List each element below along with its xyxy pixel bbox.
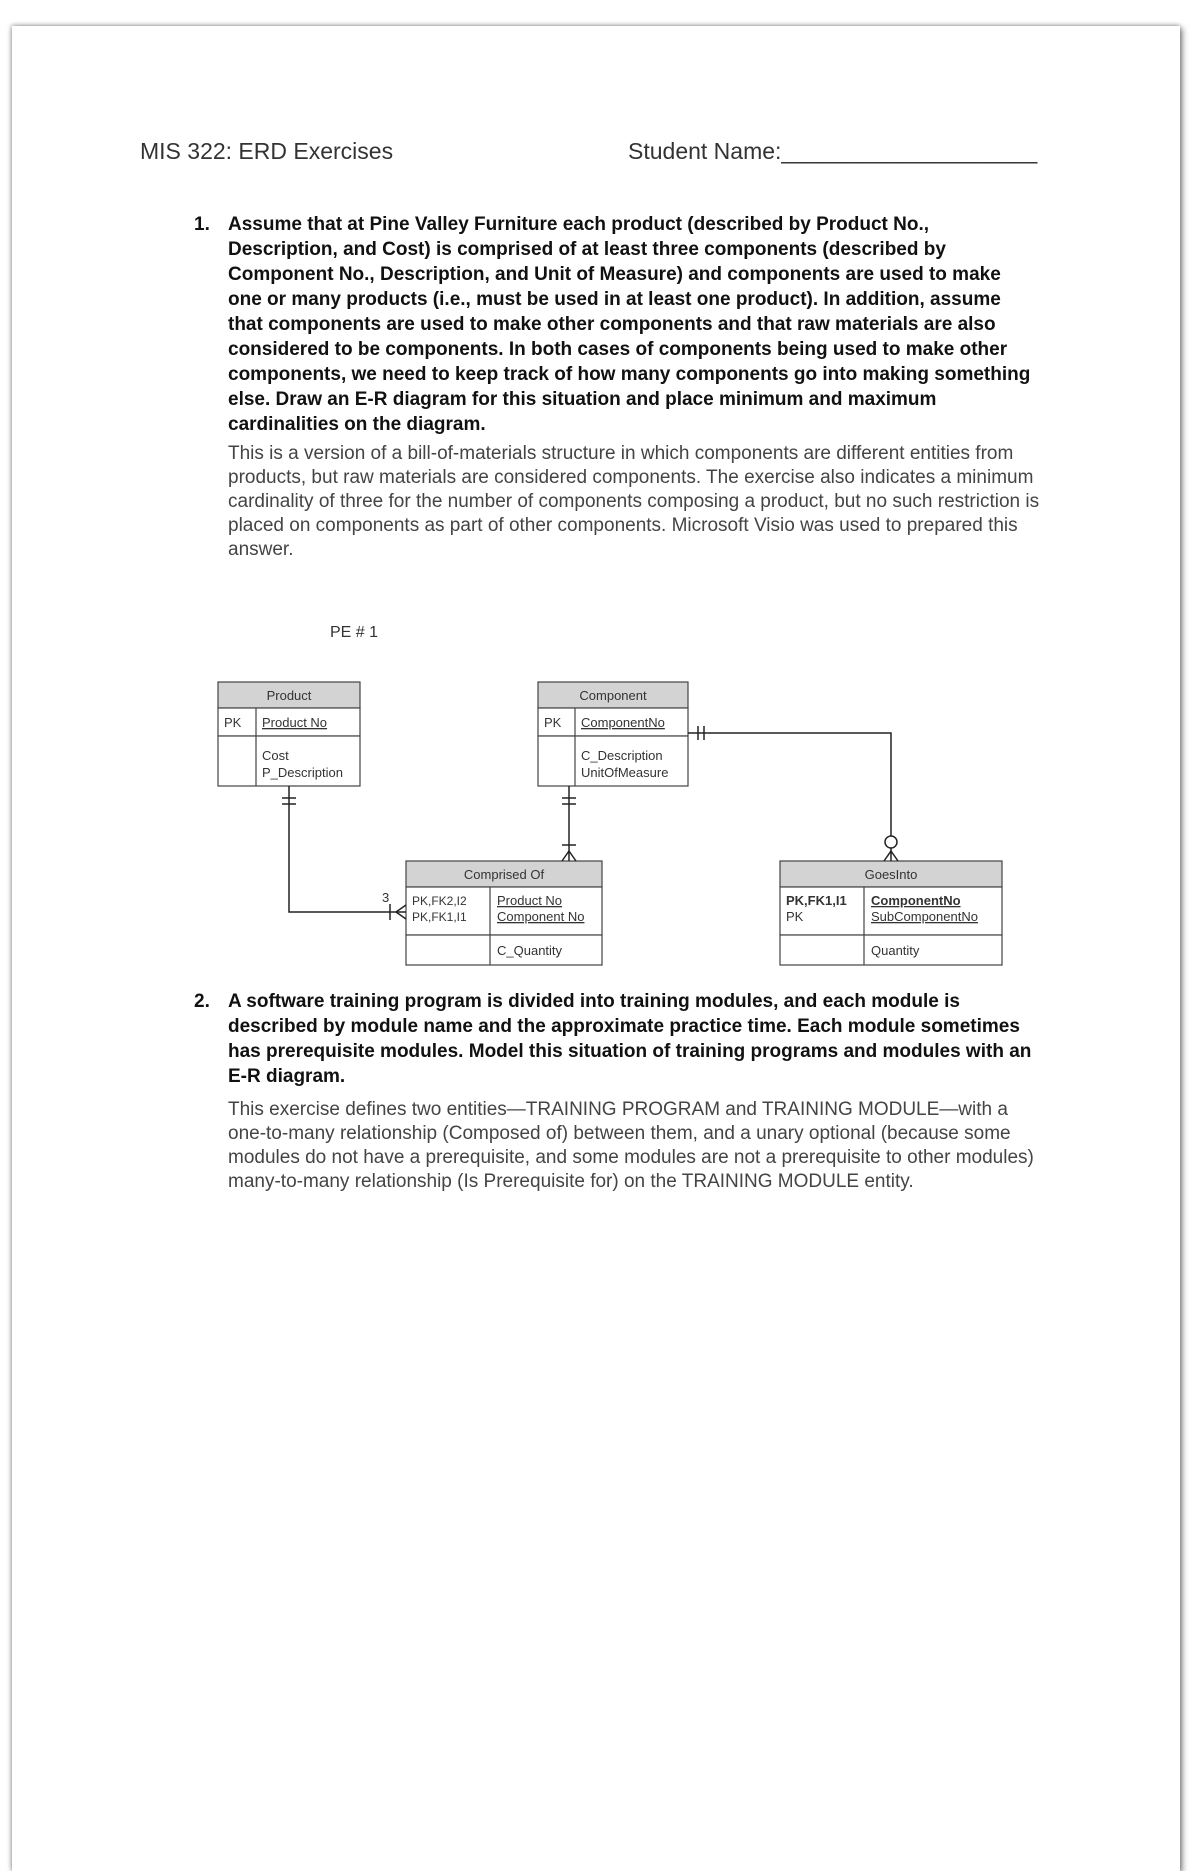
diagram-label: PE # 1 bbox=[330, 624, 379, 641]
relationship-component-goesinto bbox=[688, 726, 898, 861]
entity-product-key: Product No bbox=[262, 715, 328, 730]
entity-goes-into-attr: Quantity bbox=[871, 943, 920, 958]
entity-comprised-of bbox=[406, 861, 602, 965]
answer-1-text: This is a version of a bill-of-materials structure in which components are different entities from products, but raw materials are considered components. The exercise also indicates a minimum cardinality of three for the number of components composing a product, but no such restriction is placed on components as part of other components. Microsoft Visio was used to prepared this answer. bbox=[228, 443, 1040, 560]
entity-product-pk: PK bbox=[224, 715, 242, 730]
entity-comprised-of-name: Comprised Of bbox=[463, 867, 545, 882]
entity-component-key: ComponentNo bbox=[581, 715, 665, 730]
question-2-number: 2. bbox=[194, 991, 210, 1012]
entity-goes-into-key: ComponentNo bbox=[871, 893, 961, 908]
entity-goes-into-key: SubComponentNo bbox=[871, 909, 978, 924]
entity-goes-into-name: GoesInto bbox=[864, 867, 918, 882]
question-1-number: 1. bbox=[194, 214, 210, 235]
cardinality-min-three: 3 bbox=[382, 890, 390, 905]
entity-goes-into bbox=[780, 861, 1002, 965]
entity-product-attr: P_Description bbox=[262, 765, 343, 780]
student-name-field: Student Name:____________________ bbox=[628, 138, 1038, 164]
entity-comprised-of-attr: C_Quantity bbox=[497, 943, 563, 958]
entity-component bbox=[538, 682, 688, 786]
entity-component-pk: PK bbox=[544, 715, 562, 730]
question-1-text: Assume that at Pine Valley Furniture each product (described by Product No., Description, and Cost) is comprised of at least three components (described by Component No., Description, and Unit of Measure) and components are used to make one or many products (i.e., must be used in at least one product). In addition, assume that components are used to make other components and that raw materials are also considered to be components. In both cases of components being used to make other components, we need to keep track of how many components go into making something else. Draw an E-R diagram for this situation and place minimum and maximum cardinalities on the diagram. bbox=[228, 214, 1031, 435]
entity-component-name: Component bbox=[579, 688, 647, 703]
entity-product bbox=[218, 682, 360, 786]
course-title: MIS 322: ERD Exercises bbox=[140, 138, 394, 164]
entity-component-attr: UnitOfMeasure bbox=[581, 765, 669, 780]
relationship-component-comprised bbox=[562, 786, 576, 861]
entity-product-name: Product bbox=[266, 688, 312, 703]
question-2-text: A software training program is divided into training modules, and each module is described by module name and the approximate practice time. Each module sometimes has prerequisite modules. Model this situation of training programs and modules with an E-R diagram. bbox=[228, 991, 1032, 1087]
answer-2-text: This exercise defines two entities—TRAINING PROGRAM and TRAINING MODULE—with a one-to-many relationship (Composed of) between them, and a unary optional (because some modules do not have a prerequisite, and some modules are not a prerequisite to other modules) many-to-many relationship (Is Prerequisite for) on the TRAINING MODULE entity. bbox=[228, 1099, 1034, 1192]
entity-comprised-of-keylabel: PK,FK1,I1 bbox=[412, 910, 467, 924]
entity-component-attr: C_Description bbox=[581, 748, 663, 763]
entity-product-attr: Cost bbox=[262, 748, 289, 763]
entity-comprised-of-key: Product No bbox=[497, 893, 563, 908]
entity-comprised-of-keylabel: PK,FK2,I2 bbox=[412, 894, 467, 908]
entity-goes-into-keylabel: PK,FK1,I1 bbox=[786, 893, 847, 908]
entity-goes-into-keylabel: PK bbox=[786, 909, 804, 924]
entity-comprised-of-key: Component No bbox=[497, 909, 585, 924]
